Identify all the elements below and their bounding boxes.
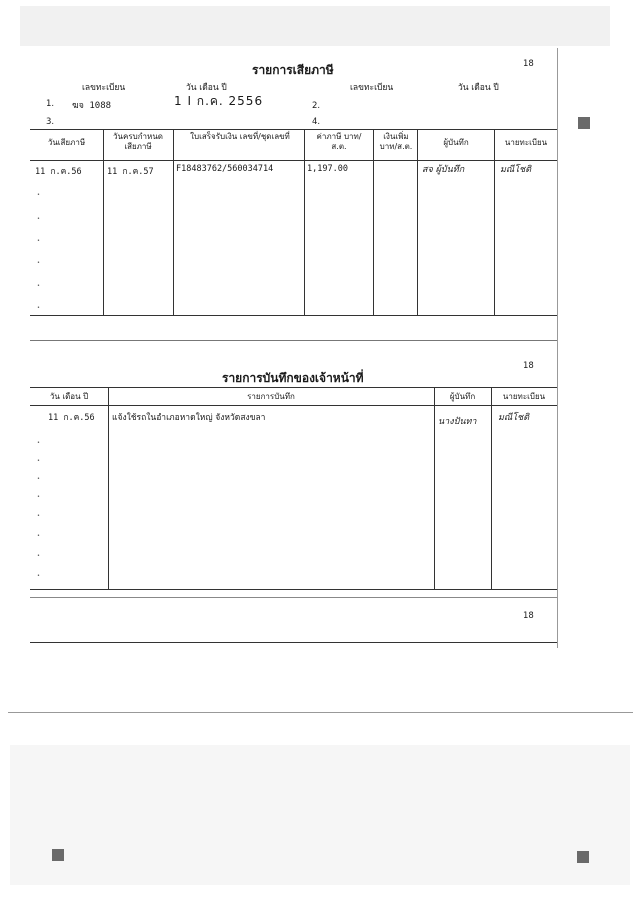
entry-3-number: 3.	[46, 117, 55, 127]
officer-row-recorder-signature: นางปันทา	[438, 417, 477, 427]
row-receipt: F18483762/560034714	[176, 164, 274, 174]
col-header-surcharge: เงินเพิ่ม บาท/ส.ต.	[379, 132, 413, 151]
officer-table-header-line	[30, 405, 557, 406]
reg-header-left: เลขทะเบียน	[82, 83, 126, 93]
officer-page-number: 18	[523, 361, 534, 371]
margin-mark: •	[37, 440, 40, 446]
margin-mark: •	[37, 458, 40, 464]
tax-col-border	[373, 129, 374, 315]
margin-mark: •	[37, 305, 40, 311]
tax-table-header-line	[30, 160, 557, 161]
tax-table-bottom-line-2	[30, 340, 557, 341]
footer-page-number: 18	[523, 611, 534, 621]
col-header-tax: ค่าภาษี บาท/ส.ต.	[316, 132, 362, 151]
margin-mark: •	[37, 238, 40, 244]
scan-artifact-top	[20, 6, 610, 46]
registration-mark	[578, 117, 590, 129]
margin-mark: •	[37, 283, 40, 289]
margin-mark: •	[37, 513, 40, 519]
officer-section-title: รายการบันทึกของเจ้าหน้าที่	[222, 371, 364, 385]
officer-table-bottom-line	[30, 589, 557, 590]
row-recorder-signature: สจ ผู้บันทึก	[422, 165, 465, 175]
officer-col-header-registrar: นายทะเบียน	[502, 392, 546, 401]
officer-row-registrar-signature: มณีโชติ	[498, 413, 530, 423]
col-header-registrar: นายทะเบียน	[504, 138, 548, 147]
officer-col-border	[491, 387, 492, 589]
tax-table-bottom-line	[30, 315, 557, 316]
row-tax: 1,197.00	[307, 164, 348, 174]
tax-col-border	[494, 129, 495, 315]
margin-mark: •	[37, 494, 40, 500]
row-paid-date: 11 ก.ค.56	[35, 167, 82, 177]
col-header-due-date: วันครบกำหนด เสียภาษี	[113, 132, 163, 151]
reg-header-right: เลขทะเบียน	[350, 83, 394, 93]
entry-1-number: 1.	[46, 99, 55, 109]
entry-1-reg: ฆจ 1088	[72, 101, 112, 111]
margin-mark: •	[37, 476, 40, 482]
officer-row-date: 11 ก.ค.56	[48, 413, 95, 423]
date-header-left: วัน เดือน ปี	[186, 83, 227, 93]
officer-col-header-recorder: ผู้บันทึก	[449, 392, 476, 401]
date-header-right: วัน เดือน ปี	[458, 83, 499, 93]
margin-mark: •	[37, 192, 40, 198]
footer-bottom-line	[30, 642, 557, 643]
registration-mark	[52, 849, 64, 861]
tax-col-border	[173, 129, 174, 315]
col-header-recorder: ผู้บันทึก	[443, 138, 469, 147]
tax-page-number: 18	[523, 59, 534, 69]
officer-col-header-note: รายการบันทึก	[247, 392, 295, 401]
col-header-paid-date: วันเสียภาษี	[47, 138, 86, 147]
margin-mark: •	[37, 260, 40, 266]
row-due-date: 11 ก.ค.57	[107, 167, 154, 177]
entry-1-date: 1 I ก.ค. 2556	[174, 94, 264, 108]
margin-mark: •	[37, 553, 40, 559]
officer-table-top-line	[30, 387, 557, 388]
page-divider-line	[8, 712, 633, 713]
entry-4-number: 4.	[312, 117, 321, 127]
officer-col-header-date: วัน เดือน ปี	[49, 392, 89, 401]
col-header-receipt: ใบเสร็จรับเงิน เลขที่/ชุดเลขที่	[190, 132, 290, 141]
page-edge-right	[557, 48, 558, 648]
footer-top-line	[30, 597, 557, 598]
officer-col-border	[434, 387, 435, 589]
tax-table-top-line	[30, 129, 557, 130]
margin-mark: •	[37, 573, 40, 579]
registration-mark	[577, 851, 589, 863]
margin-mark: •	[37, 533, 40, 539]
officer-row-note: แจ้งใช้รถในอำเภอหาดใหญ่ จังหวัดสงขลา	[112, 413, 266, 423]
tax-col-border	[417, 129, 418, 315]
row-registrar-signature: มณีโชติ	[500, 165, 532, 175]
scan-artifact-bottom	[10, 745, 630, 885]
margin-mark: •	[37, 216, 40, 222]
entry-2-number: 2.	[312, 101, 321, 111]
tax-col-border	[304, 129, 305, 315]
officer-col-border	[108, 387, 109, 589]
tax-section-title: รายการเสียภาษี	[252, 63, 334, 77]
tax-col-border	[103, 129, 104, 315]
